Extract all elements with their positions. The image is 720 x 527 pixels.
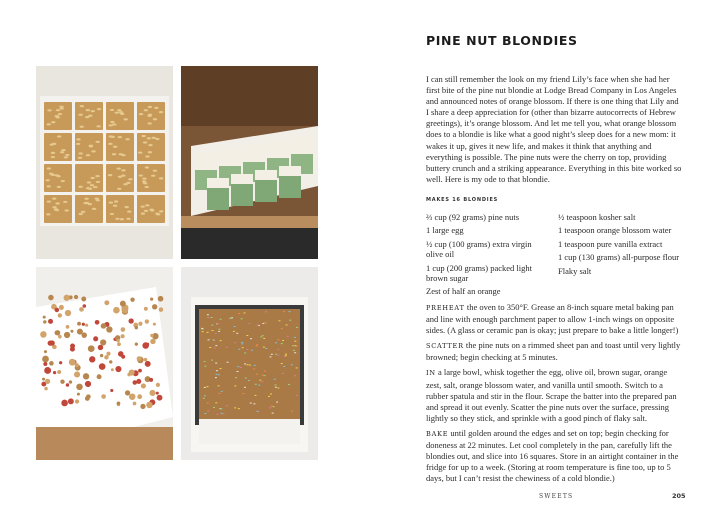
ingredient-item: ⅔ cup (92 grams) pine nuts [426,212,520,222]
recipe-intro [426,74,682,185]
ingredients-right-column [558,212,688,279]
step-keyword: SCATTER [426,342,464,351]
step-preheat [426,302,682,336]
ingredient-item: Zest of half an orange [426,286,501,297]
step-keyword: BAKE [426,429,449,438]
step-text: the pine nuts on a rimmed sheet pan and toast until very lightly browned; begin checking at 5 minutes. [426,340,681,363]
sprinkle-blondie-pan-photo [181,267,318,460]
ingredient-item: ½ teaspoon kosher salt [558,212,636,222]
step-mix [426,367,682,423]
step-keyword: IN [426,369,436,378]
ingredient-item: ½ cup (100 grams) extra virgin olive oil [426,238,532,260]
ingredient-item: 1 teaspoon orange blossom water [558,225,672,236]
footer-section-label: SWEETS [539,493,574,500]
yield-label: MAKES 16 BLONDIES [426,197,499,203]
step-text: the oven to 350°F. Grease an 8-inch square metal baking pan and line with enough parchment paper to allow 1-inch wings on opposite sides. (A glass or ceramic pan is okay; just prepare to bake a little longer!) [426,302,679,336]
ingredient-item: 1 cup (200 grams) packed light brown sugar [426,262,532,284]
recipe-steps [426,302,682,488]
ingredient-item: 1 large egg [426,225,464,236]
page-number: 205 [672,492,686,500]
crumb-bars-photo [36,267,173,460]
step-text: until golden around the edges and set on top; begin checking for doneness at 22 minutes. Let cool completely in the pan, carefully lift the blondies out, and slice into 16 squares. Store in an airtight container in the fridge for up to a week. (Storing at room temperature is fine too, up to 5 days, but I can’t resist the chewiness of a cold blondie.) [426,427,679,484]
step-keyword: PREHEAT [426,304,465,312]
ingredient-item: Flaky salt [558,265,592,276]
recipe-title: PINE NUT BLONDIES [426,33,578,48]
ingredient-item: 1 cup (130 grams) all-purpose flour [558,252,680,263]
frosted-green-bars-photo [181,66,318,259]
intro-paragraph: I can still remember the look on my friend Lily’s face when she had her first bite of the pine nut blondie at Lodge Bread Company in Los Angeles and announced notes of orange blossom. If there is one thing that Lily and I share a deep appreciation for (other than bizarre autocorrects of Hebrew greetings), it’s orange blossom. And let me tell you, what orange blossom does to a blondie is like what a good night’s sleep does for a new mom: it wakes it up, gives it new life, and makes it think that anything and everything is possible. The pine nuts were the cherry on top, providing buttery crunch and a striking appearance. Everything in this bite worked so well. Here is my ode to that blondie. [426,74,682,184]
ingredients-left-column [426,212,544,300]
step-text: a large bowl, whisk together the egg, olive oil, brown sugar, orange zest, salt, orange blossom water, and vanilla until smooth. Switch to a rubber spatula and stir in the flour. Scrape the batter into the prepared pan and spread it out evenly. Scatter the pine nuts over the surface, pressing lightly so they stick, and sprinkle with a good pinch of flaky salt. [426,367,677,423]
pine-nut-blondie-squares-photo [36,66,173,259]
ingredient-item: 1 teaspoon pure vanilla extract [558,238,663,249]
step-scatter [426,340,682,363]
step-bake [426,428,682,484]
